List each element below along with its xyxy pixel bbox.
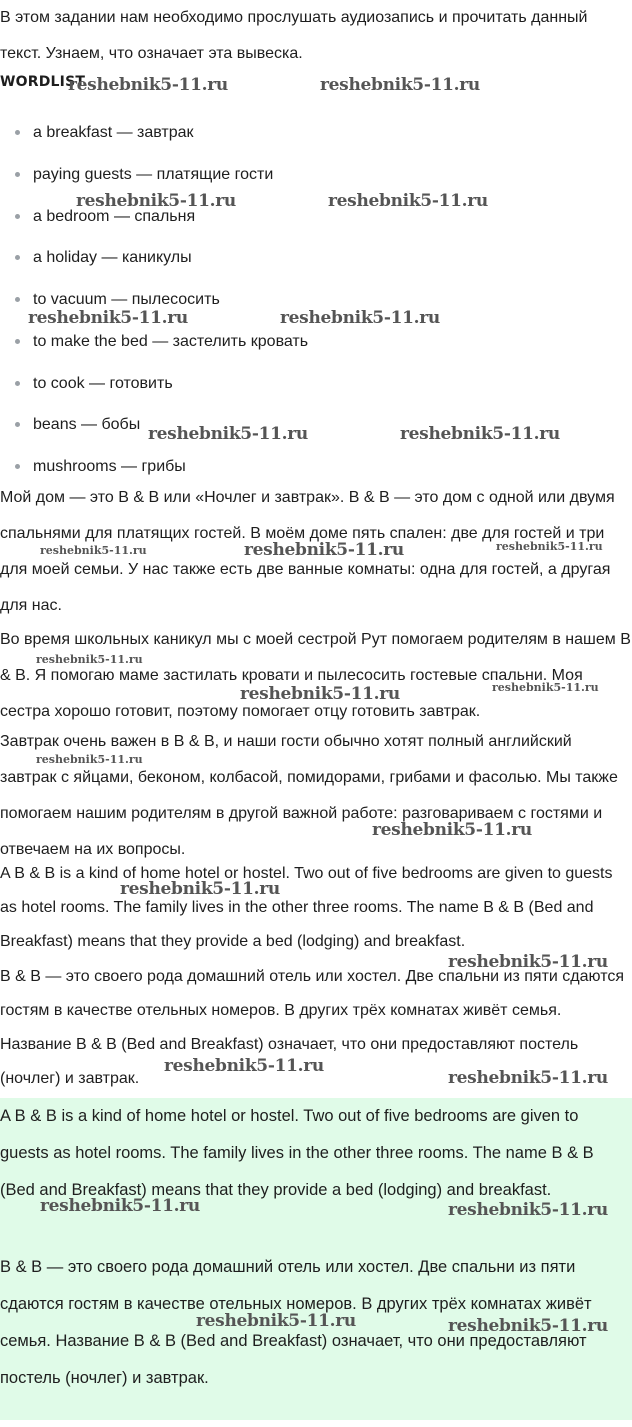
answer-box	[0, 1098, 632, 1420]
watermark: reshebnik5-11.ru	[280, 308, 440, 328]
wordlist-item-text: beans — бобы	[33, 416, 141, 434]
bullet-icon	[15, 214, 20, 219]
watermark: reshebnik5-11.ru	[36, 653, 143, 666]
watermark: reshebnik5-11.ru	[492, 681, 599, 694]
wordlist-item	[0, 363, 632, 405]
text-paragraph: Во время школьных каникул мы с моей сестрой Рут помогаем родителям в нашем B & B. Я помогаю маме застилать кровати и пылесосить гостевые спальни. Моя сестра хорошо готовит, поэтому помогает отцу готовить завтрак.	[0, 631, 631, 720]
watermark: reshebnik5-11.ru	[244, 540, 404, 560]
bullet-icon	[15, 297, 20, 302]
text-paragraph: A B & B is a kind of home hotel or hostel. Two out of five bedrooms are given to guests as hotel rooms. The family lives in the other three rooms. The name B & B (Bed and Breakfast) means that they provide a bed (lodging) and breakfast.	[0, 865, 613, 950]
watermark: reshebnik5-11.ru	[76, 191, 236, 211]
watermark: reshebnik5-11.ru	[40, 544, 147, 557]
bullet-icon	[15, 339, 20, 344]
wordlist-item	[0, 154, 632, 196]
watermark: reshebnik5-11.ru	[40, 1196, 200, 1216]
watermark: reshebnik5-11.ru	[372, 820, 532, 840]
bullet-icon	[15, 422, 20, 427]
watermark: reshebnik5-11.ru	[448, 952, 608, 972]
wordlist-item-text: a bedroom — спальня	[33, 207, 196, 225]
watermark: reshebnik5-11.ru	[164, 1056, 324, 1076]
intro-paragraph: В этом задании нам необходимо прослушать аудиозапись и прочитать данный текст. Узнаем, что означает эта вывеска.	[0, 9, 588, 62]
watermark: reshebnik5-11.ru	[328, 191, 488, 211]
watermark: reshebnik5-11.ru	[448, 1316, 608, 1336]
watermark: reshebnik5-11.ru	[120, 879, 280, 899]
bullet-icon	[15, 381, 20, 386]
watermark: reshebnik5-11.ru	[68, 75, 228, 95]
watermark: reshebnik5-11.ru	[400, 424, 560, 444]
wordlist-item	[0, 112, 632, 154]
wordlist-item-text: paying guests — платящие гости	[33, 165, 274, 183]
wordlist-item	[0, 237, 632, 279]
answer-russian: B & B — это своего рода домашний отель или хостел. Две спальни из пяти сдаются гостям в качестве отельных номеров. В других трёх комнатах живёт семья. Название B & B (Bed and Breakfast) означает, что они предоставляют постель (ночлег) и завтрак.	[0, 1258, 592, 1387]
answer-english: A B & B is a kind of home hotel or hostel. Two out of five bedrooms are given to guests as hotel rooms. The family lives in the other three rooms. The name B & B (Bed and Breakfast) means that they provide a bed (lodging) and breakfast.	[0, 1107, 594, 1199]
wordlist-item-text: a breakfast — завтрак	[33, 124, 194, 141]
watermark: reshebnik5-11.ru	[320, 75, 480, 95]
bullet-icon	[15, 130, 20, 135]
text-paragraph: Мой дом — это B & B или «Ночлег и завтрак». B & B — это дом с одной или двумя спальнями для платящих гостей. В моём доме пять спален: две для гостей и три для моей семьи. У нас также есть две ванные комнаты: одна для гостей, а другая для нас.	[0, 489, 615, 614]
watermark: reshebnik5-11.ru	[36, 753, 143, 766]
wordlist-item-text: a holiday — каникулы	[33, 249, 192, 267]
wordlist-item-text: mushrooms — грибы	[33, 458, 186, 475]
wordlist-item-text: to vacuum — пылесосить	[33, 291, 220, 308]
text-paragraph: B & B — это своего рода домашний отель или хостел. Две спальни из пяти сдаются гостям в качестве отельных номеров. В других трёх комнатах живёт семья. Название B & B (Bed and Breakfast) означает, что они предоставляют постель (ночлег) и завтрак.	[0, 968, 624, 1087]
wordlist-item-text: to cook — готовить	[33, 374, 173, 392]
watermark: reshebnik5-11.ru	[196, 1311, 356, 1331]
wordlist-heading: WORDLIST	[0, 74, 86, 90]
bullet-icon	[15, 172, 20, 177]
text-paragraph: Завтрак очень важен в B & B, и наши гости обычно хотят полный английский завтрак с яйцами, беконом, колбасой, помидорами, грибами и фасолью. Мы также помогаем нашим родителям в другой важной работе: разговариваем с гостями и отвечаем на их вопросы.	[0, 733, 618, 858]
watermark: reshebnik5-11.ru	[496, 540, 603, 553]
wordlist-item-text: to make the bed — застелить кровать	[33, 332, 309, 350]
watermark: reshebnik5-11.ru	[28, 308, 188, 328]
bullet-icon	[15, 464, 20, 469]
bullet-icon	[15, 255, 20, 260]
watermark: reshebnik5-11.ru	[448, 1200, 608, 1220]
watermark: reshebnik5-11.ru	[148, 424, 308, 444]
watermark: reshebnik5-11.ru	[240, 684, 400, 704]
watermark: reshebnik5-11.ru	[448, 1068, 608, 1088]
